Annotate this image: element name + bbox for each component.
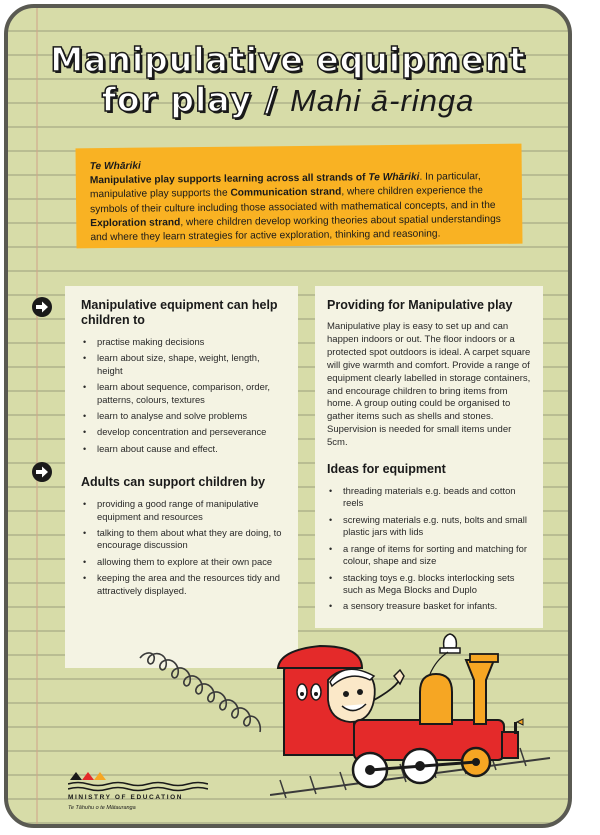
list-item: • stacking toys e.g. blocks interlocking sets such as Mega Blocks and Duplo (327, 572, 531, 597)
section-heading-providing: Providing for Manipulative play (327, 298, 513, 312)
whariki-exploration: Exploration strand (90, 217, 181, 229)
list-item: • a range of items for sorting and matching for colour, shape and size (327, 543, 531, 568)
toy-train-illustration (270, 630, 560, 805)
help-list (81, 336, 284, 455)
title-line-1: Manipulative equipment (50, 40, 526, 79)
whariki-text-6: , where children develop working theories about spatial understandings and where they learn strategies for active exploration, thinking and reasoning. (90, 213, 501, 244)
whariki-text-italic: Te Whāriki (368, 171, 420, 184)
whariki-communication: Communication strand (230, 186, 342, 200)
list-item: • talking to them about what they are doing, to encourage discussion (81, 527, 284, 552)
list-item: • a sensory treasure basket for infants. (327, 600, 531, 612)
list-item: • keeping the area and the resources tidy and attractively displayed. (81, 572, 284, 597)
section-heading-adults: Adults can support children by (81, 475, 266, 490)
arrow-right-icon (31, 296, 53, 318)
section-heading-ideas: Ideas for equipment (327, 462, 446, 477)
list-item: • develop concentration and perseverance (81, 426, 284, 438)
adults-list (81, 498, 284, 597)
te-whariki-heading: Te Whāriki (89, 160, 141, 173)
right-panel (315, 286, 543, 628)
spiral-doodle (136, 648, 266, 738)
list-item: • learn to analyse and solve problems (81, 410, 284, 422)
page-title (8, 40, 568, 121)
list-item: • learn about sequence, comparison, order, patterns, colours, textures (81, 381, 284, 406)
ideas-list (327, 485, 531, 613)
list-item: • threading materials e.g. beads and cotton reels (327, 485, 531, 510)
title-maori: Mahi ā-ringa (290, 83, 475, 118)
whariki-text-2: . In particular, manipulative play supports the (89, 171, 481, 201)
poster (4, 4, 572, 828)
providing-paragraph: Manipulative play is easy to set up and can happen indoors or out. The floor indoors or a protected spot outdoors is ideal. A carpet square will give warmth and comfort. Provide a range of equipment clearly labelled in storage containers, and encourage children to bring items from home. A group outing could be organised to gather items such as shells and stones. Supervision is needed for small items under 5cm. (327, 321, 531, 449)
title-line-2 (8, 80, 568, 121)
ministry-name: MINISTRY OF EDUCATION (68, 794, 184, 801)
list-item: • practise making decisions (81, 336, 284, 348)
left-panel (65, 286, 298, 668)
list-item: • screwing materials e.g. nuts, bolts and small plastic jars with lids (327, 514, 531, 539)
arrow-right-icon (31, 461, 53, 483)
whariki-text-1: Manipulative play supports learning across all strands of (89, 172, 369, 187)
list-item: • providing a good range of manipulative equipment and resources (81, 498, 284, 523)
notebook-margin-line (36, 8, 38, 824)
section-heading-help: Manipulative equipment can help children to (81, 298, 278, 327)
ministry-logo-icon (68, 770, 208, 792)
ministry-subtitle: Te Tāhuhu o te Mātauranga (68, 805, 136, 811)
title-english: for play / (101, 80, 278, 119)
list-item: • learn about size, shape, weight, length, height (81, 352, 284, 377)
list-item: • allowing them to explore at their own pace (81, 556, 284, 568)
te-whariki-box (75, 144, 522, 249)
list-item: • learn about cause and effect. (81, 443, 284, 455)
whariki-text-4: , where children experience the symbols of their culture including those associated with mathematical concepts, and in the (90, 185, 496, 215)
